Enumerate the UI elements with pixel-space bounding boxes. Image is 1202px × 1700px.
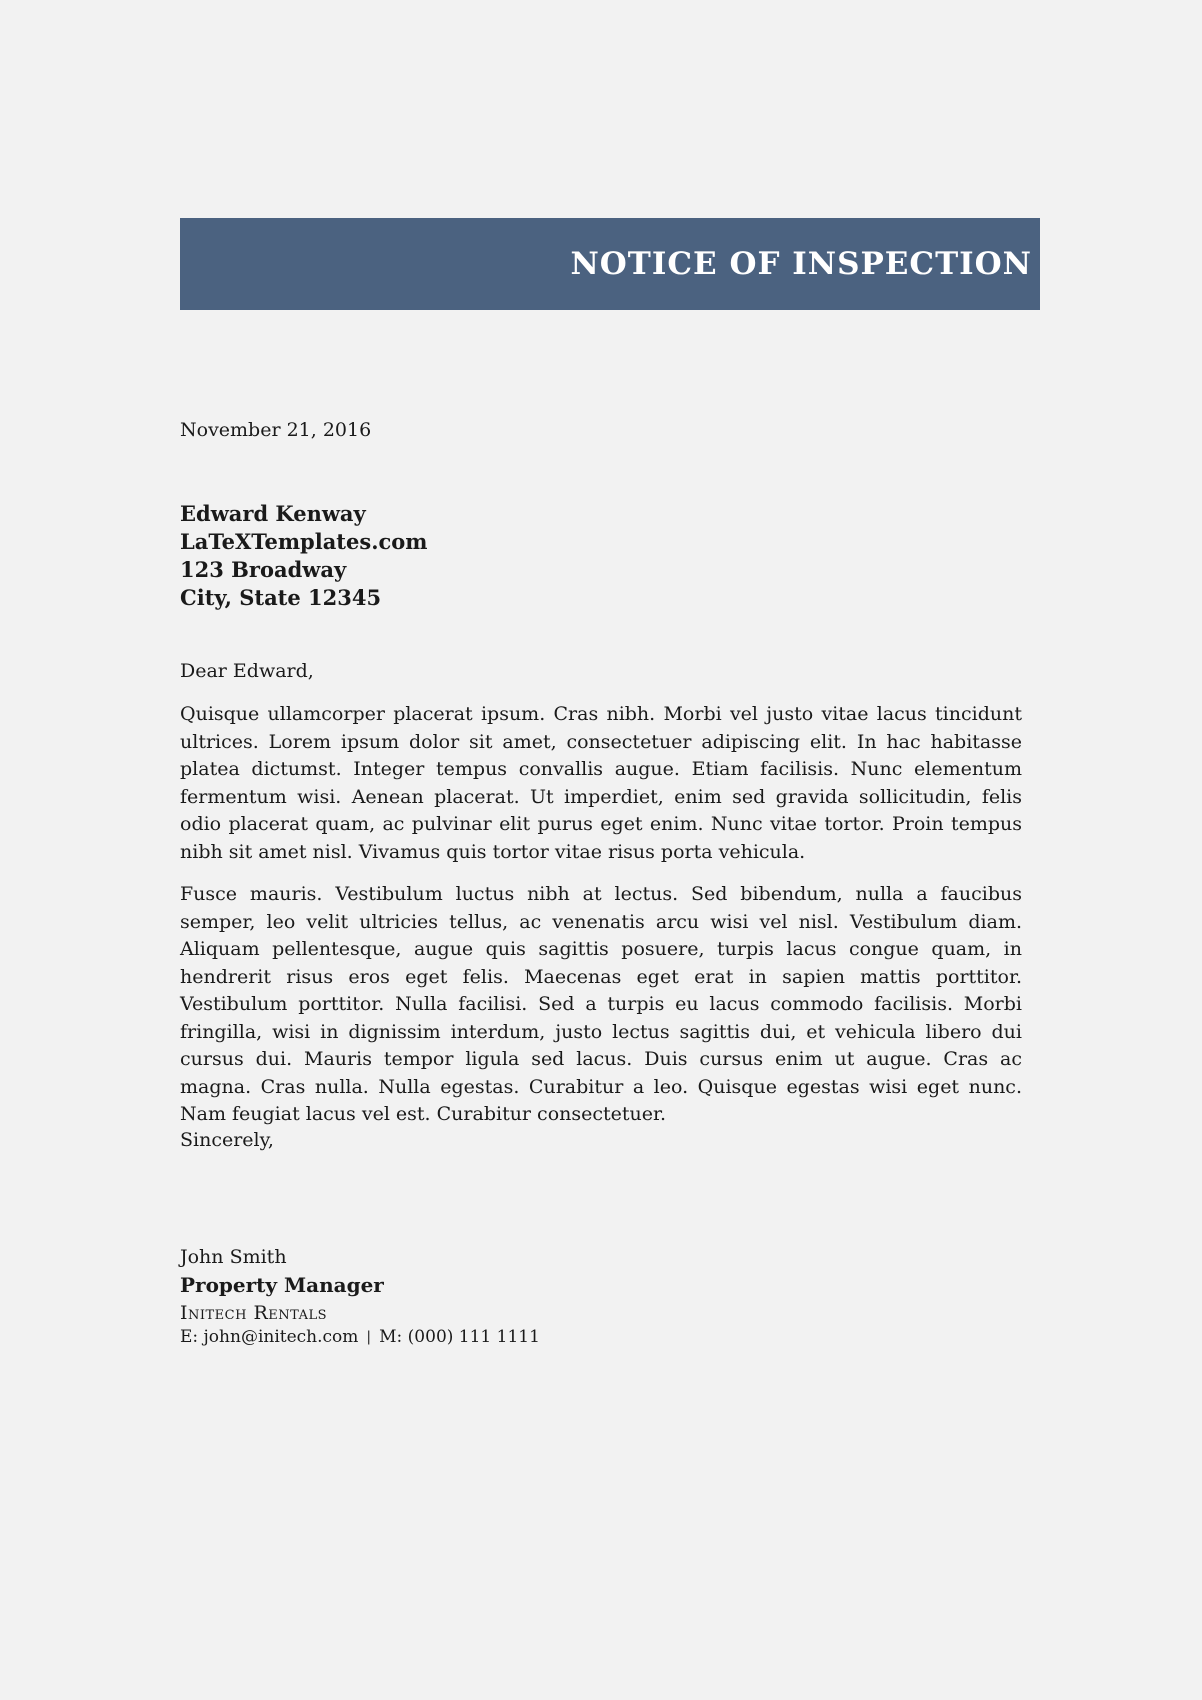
recipient-street: 123 Broadway	[180, 557, 347, 582]
closing: Sincerely,	[180, 1129, 274, 1151]
signature-title: Property Manager	[180, 1273, 384, 1297]
signature-name: John Smith	[180, 1246, 287, 1268]
body-paragraph-2: Fusce mauris. Vestibulum luctus nibh at lectus. Sed bibendum, nulla a faucibus semper, leo velit ultricies tellus, ac venenatis arcu wisi vel nisl. Vestibulum diam. Aliquam pellentesque, augue quis sagittis posuere, turpis lacus congue quam, in hendrerit risus eros eget felis. Maecenas eget erat in sapien mattis porttitor. Vestibulum porttitor. Nulla facilisi. Sed a turpis eu lacus commodo facilisis. Morbi fringilla, wisi in dignissim interdum, justo lectus sagittis dui, et vehicula libero dui cursus dui. Mauris tempor ligula sed lacus. Duis cursus enim ut augue. Cras ac magna. Cras nulla. Nulla egestas. Curabitur a leo. Quisque egestas wisi eget nunc. Nam feugiat lacus vel est. Curabitur consectetuer.	[180, 883, 1022, 1125]
recipient-city: City, State 12345	[180, 585, 382, 610]
recipient-company: LaTeXTemplates.com	[180, 529, 428, 554]
body-paragraph-1: Quisque ullamcorper placerat ipsum. Cras nibh. Morbi vel justo vitae lacus tincidunt ultrices. Lorem ipsum dolor sit amet, consectetuer adipiscing elit. In hac habitasse platea dictumst. Integer tempus convallis augue. Etiam facilisis. Nunc elementum fermentum wisi. Aenean placerat. Ut imperdiet, enim sed gravida sollicitudin, felis odio placerat quam, ac pulvinar elit purus eget enim. Nunc vitae tortor. Proin tempus nibh sit amet nisl. Vivamus quis tortor vitae risus porta vehicula.	[180, 703, 1022, 863]
recipient-address	[180, 500, 1022, 612]
signature-company: Initech Rentals	[180, 1302, 328, 1324]
contact-separator: |	[366, 1329, 372, 1345]
recipient-name: Edward Kenway	[180, 501, 366, 526]
salutation: Dear Edward,	[180, 660, 314, 682]
document-title: NOTICE OF INSPECTION	[570, 246, 1032, 282]
header-band	[180, 218, 1040, 310]
signature-email: E: john@initech.com	[180, 1327, 359, 1347]
signature-contact	[180, 1325, 1022, 1349]
signature-phone: M: (000) 111 1111	[379, 1327, 540, 1347]
letter-date: November 21, 2016	[180, 419, 372, 441]
